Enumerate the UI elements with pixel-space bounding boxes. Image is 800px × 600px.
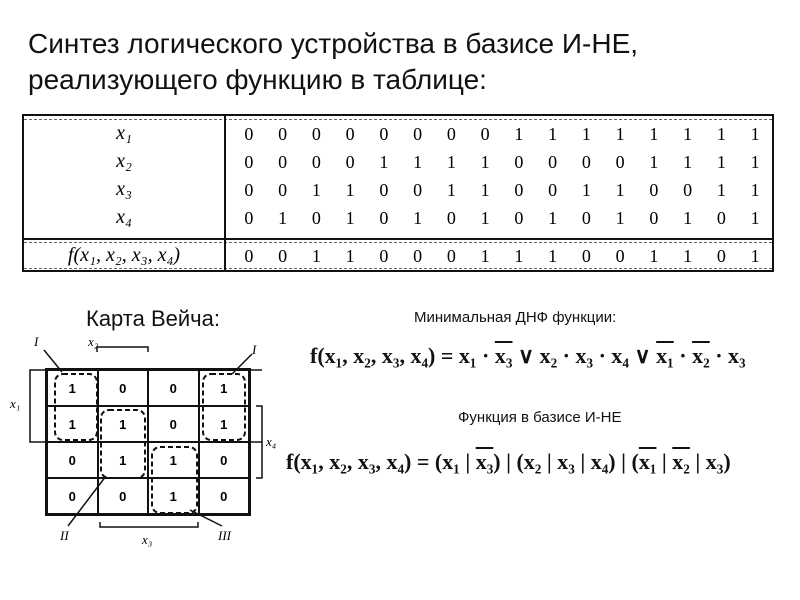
bit-cell: 1 <box>514 246 524 266</box>
bit-cell: 1 <box>649 152 659 172</box>
bit-cell: 1 <box>750 180 760 200</box>
veitch-cell: 1 <box>199 370 250 406</box>
bit-cell: 1 <box>446 180 456 200</box>
nand-p1a: (x₁ | <box>434 449 476 474</box>
bit-cell: 1 <box>649 124 659 144</box>
bits-row-x2 <box>232 152 772 173</box>
bits-row-x4 <box>232 208 772 229</box>
x1-bracket <box>30 370 36 442</box>
dnf-term3d: · x₃ <box>709 343 746 368</box>
nand-p1c: ) <box>493 449 501 474</box>
dnf-term1a: x₁ · <box>458 343 495 368</box>
bit-cell: 0 <box>649 180 659 200</box>
bit-cell: 1 <box>446 152 456 172</box>
pointer-I-left <box>44 350 62 372</box>
bit-cell: 0 <box>244 246 254 266</box>
dnf-term3c: x₂ <box>692 343 710 368</box>
nand-p3b: x₁ <box>638 449 657 474</box>
label-I-right: I <box>252 342 257 357</box>
bit-cell: 1 <box>548 124 558 144</box>
group-III <box>152 447 197 513</box>
slide-title <box>28 26 788 98</box>
label-III: III <box>218 528 231 543</box>
bit-cell: 1 <box>615 180 625 200</box>
veitch-cell: 1 <box>47 370 98 406</box>
veitch-cell: 1 <box>98 442 149 478</box>
table-divider <box>224 116 226 270</box>
veitch-cell: 0 <box>47 478 98 514</box>
dnf-term1b: x₃ <box>494 343 513 368</box>
bit-cell: 0 <box>379 124 389 144</box>
bits-row-f <box>232 246 772 267</box>
pointer-I-right <box>232 354 252 374</box>
bit-cell: 1 <box>379 152 389 172</box>
bit-cell: 0 <box>716 246 726 266</box>
bit-cell: 1 <box>345 246 355 266</box>
row-label-x1: x₁ <box>116 122 132 144</box>
bit-cell: 0 <box>379 246 389 266</box>
bit-cell: 0 <box>581 152 591 172</box>
pointer-III <box>190 510 222 526</box>
bit-cell: 0 <box>311 152 321 172</box>
bit-cell: 1 <box>750 208 760 228</box>
bit-cell: 1 <box>311 246 321 266</box>
bit-cell: 1 <box>480 152 490 172</box>
bit-cell: 0 <box>446 246 456 266</box>
bit-cell: 0 <box>446 208 456 228</box>
bit-cell: 0 <box>379 208 389 228</box>
bit-cell: 1 <box>750 152 760 172</box>
veitch-cell: 0 <box>98 478 149 514</box>
bit-cell: 0 <box>244 152 254 172</box>
dnf-lhs: f(x₁, x₂, x₃, x₄) = <box>310 343 459 368</box>
label-I-left: I <box>34 334 39 349</box>
label-x4: x₄ <box>266 434 277 449</box>
dnf-term3a: x₁ <box>656 343 674 368</box>
bit-cell: 1 <box>750 246 760 266</box>
title-line-1: Синтез логического устройства в базисе И-НЕ, <box>28 28 639 59</box>
dashed-rule <box>24 119 772 120</box>
bit-cell: 0 <box>716 208 726 228</box>
x2-bracket <box>97 347 148 352</box>
bit-cell: 1 <box>345 180 355 200</box>
bit-cell: 0 <box>278 246 288 266</box>
bit-cell: 0 <box>615 152 625 172</box>
veitch-cell: 1 <box>148 442 199 478</box>
bit-cell: 0 <box>278 180 288 200</box>
nand-p3c: | <box>656 449 673 474</box>
veitch-cell: 1 <box>148 478 199 514</box>
nand-p1b: x₃ <box>475 449 494 474</box>
label-x3: x₃ <box>142 532 153 547</box>
bit-cell: 1 <box>311 180 321 200</box>
bit-cell: 0 <box>514 180 524 200</box>
bit-cell: 1 <box>683 124 693 144</box>
bit-cell: 1 <box>480 246 490 266</box>
bit-cell: 1 <box>683 152 693 172</box>
bits-row-x1 <box>232 124 772 145</box>
bit-cell: 1 <box>716 124 726 144</box>
bit-cell: 1 <box>683 246 693 266</box>
row-label-x3: x₃ <box>116 178 132 200</box>
bit-cell: 1 <box>615 208 625 228</box>
label-II: II <box>60 528 69 543</box>
table-divider <box>24 238 772 240</box>
label-x2: x₂ <box>88 334 99 349</box>
nand-p3d: x₂ <box>672 449 690 474</box>
dnf-term3b: · <box>673 343 693 368</box>
bit-cell: 0 <box>581 246 591 266</box>
bit-cell: 0 <box>480 124 490 144</box>
bit-cell: 0 <box>514 208 524 228</box>
bit-cell: 0 <box>244 124 254 144</box>
bit-cell: 1 <box>413 208 423 228</box>
veitch-annotations <box>0 330 300 600</box>
nand-sep2: | <box>615 449 632 474</box>
bit-cell: 1 <box>683 208 693 228</box>
bit-cell: 0 <box>244 208 254 228</box>
dnf-formula <box>310 343 746 369</box>
group-I-left <box>55 374 97 440</box>
veitch-cell: 0 <box>148 406 199 442</box>
bit-cell: 0 <box>379 180 389 200</box>
veitch-cell: 0 <box>98 370 149 406</box>
bit-cell: 1 <box>480 208 490 228</box>
dashed-rule <box>24 268 772 269</box>
bit-cell: 1 <box>345 208 355 228</box>
nand-heading: Функция в базисе И-НЕ <box>458 409 622 426</box>
veitch-cell: 0 <box>47 442 98 478</box>
veitch-map <box>0 330 300 600</box>
dnf-heading: Минимальная ДНФ функции: <box>414 309 617 326</box>
bit-cell: 0 <box>548 180 558 200</box>
veitch-cell: 1 <box>98 406 149 442</box>
bit-cell: 0 <box>413 246 423 266</box>
veitch-cell: 0 <box>148 370 199 406</box>
nand-formula <box>286 449 731 475</box>
dashed-rule <box>24 242 772 243</box>
bit-cell: 0 <box>683 180 693 200</box>
bit-cell: 0 <box>345 152 355 172</box>
veitch-heading: Карта Вейча: <box>86 306 220 331</box>
bit-cell: 1 <box>278 208 288 228</box>
veitch-cell: 0 <box>199 478 250 514</box>
dnf-term2: x₂ · x₃ · x₄ <box>539 343 630 368</box>
bit-cell: 0 <box>649 208 659 228</box>
bit-cell: 1 <box>548 208 558 228</box>
bit-cell: 0 <box>244 180 254 200</box>
nand-p3e: | x₃) <box>689 449 731 474</box>
bit-cell: 1 <box>413 152 423 172</box>
bit-cell: 1 <box>581 124 591 144</box>
bit-cell: 1 <box>615 124 625 144</box>
bit-cell: 0 <box>581 208 591 228</box>
nand-sep1: | <box>500 449 517 474</box>
bit-cell: 0 <box>446 124 456 144</box>
bit-cell: 1 <box>514 124 524 144</box>
bit-cell: 0 <box>311 124 321 144</box>
dnf-op1: ∨ <box>512 343 540 368</box>
group-I-right <box>203 374 245 440</box>
nand-p2: (x₂ | x₃ | x₄) <box>516 449 616 474</box>
bit-cell: 1 <box>716 152 726 172</box>
x3-bracket <box>100 522 198 527</box>
row-label-x2: x₂ <box>116 150 132 172</box>
row-label-f: f(x₁, x₂, x₃, x₄) <box>67 244 181 266</box>
dnf-op2: ∨ <box>629 343 657 368</box>
bits-row-x3 <box>232 180 772 201</box>
bit-cell: 0 <box>615 246 625 266</box>
bit-cell: 0 <box>345 124 355 144</box>
row-label-x4: x₄ <box>116 206 132 228</box>
bit-cell: 0 <box>278 124 288 144</box>
bit-cell: 1 <box>716 180 726 200</box>
group-II <box>101 410 145 478</box>
bit-cell: 1 <box>581 180 591 200</box>
bit-cell: 1 <box>480 180 490 200</box>
bit-cell: 0 <box>514 152 524 172</box>
veitch-cell: 1 <box>47 406 98 442</box>
bit-cell: 0 <box>548 152 558 172</box>
title-line-2: реализующего функцию в таблице: <box>28 64 487 95</box>
bit-cell: 1 <box>548 246 558 266</box>
label-x1: x₁ <box>10 396 21 411</box>
bit-cell: 0 <box>278 152 288 172</box>
pointer-II <box>68 476 106 526</box>
bit-cell: 0 <box>413 124 423 144</box>
nand-lhs: f(x₁, x₂, x₃, x₄) = <box>286 449 435 474</box>
truth-table <box>22 114 774 272</box>
bit-cell: 1 <box>750 124 760 144</box>
bit-cell: 1 <box>649 246 659 266</box>
veitch-cell: 1 <box>199 406 250 442</box>
bit-cell: 0 <box>413 180 423 200</box>
bit-cell: 0 <box>311 208 321 228</box>
nand-p3a: ( <box>631 449 639 474</box>
veitch-cell: 0 <box>199 442 250 478</box>
